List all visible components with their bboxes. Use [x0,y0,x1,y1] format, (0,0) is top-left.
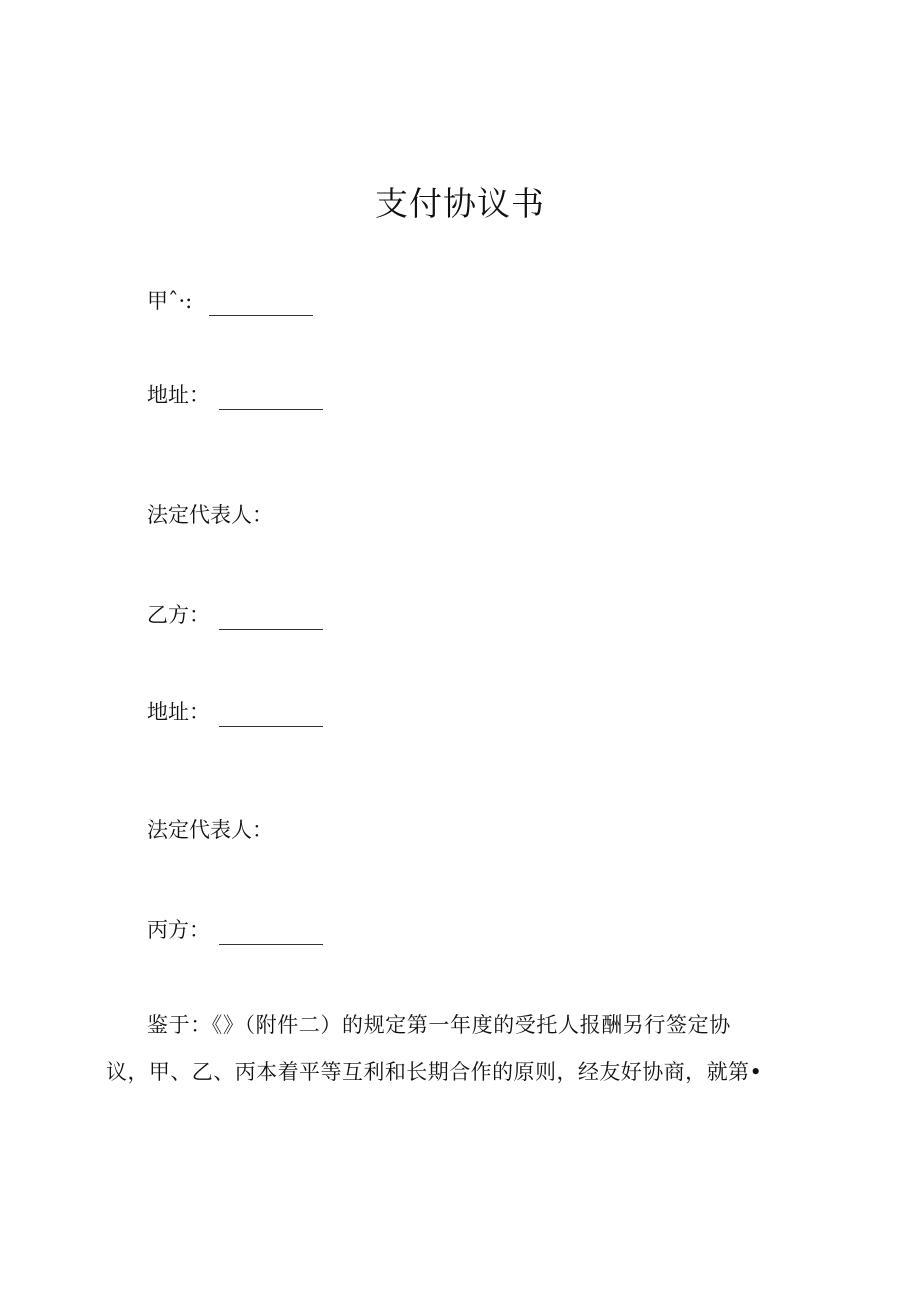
whereas-paragraph-line-2: 议，甲、乙、丙本着平等互利和长期合作的原则，经友好协商，就第• [106,1060,763,1084]
party-b-label: 乙方： [147,603,210,627]
whereas-paragraph-line-1: 鉴于：《》（附件二）的规定第一年度的受托人报酬另行签定协 [147,1013,731,1037]
party-a-legal-rep-label: 法定代表人： [147,503,273,527]
party-b-legal-rep-field [147,815,273,845]
party-a-field [147,286,313,316]
party-b-address-field [147,697,323,727]
party-b-legal-rep-label: 法定代表人： [147,818,273,842]
party-a-address-label: 地址： [147,383,210,407]
party-b-field [147,600,323,630]
document-title: 支付协议书 [375,184,545,223]
party-a-address-field [147,380,323,410]
party-c-blank-line [219,920,323,945]
party-c-field [147,915,323,945]
party-a-address-blank-line [219,385,323,410]
party-a-label: 甲ˆ·: [147,289,193,313]
party-b-blank-line [219,605,323,630]
party-c-label: 丙方： [147,918,210,942]
party-b-address-blank-line [219,702,323,727]
party-a-legal-rep-field [147,500,273,530]
party-b-address-label: 地址： [147,700,210,724]
party-a-blank-line [209,291,313,316]
